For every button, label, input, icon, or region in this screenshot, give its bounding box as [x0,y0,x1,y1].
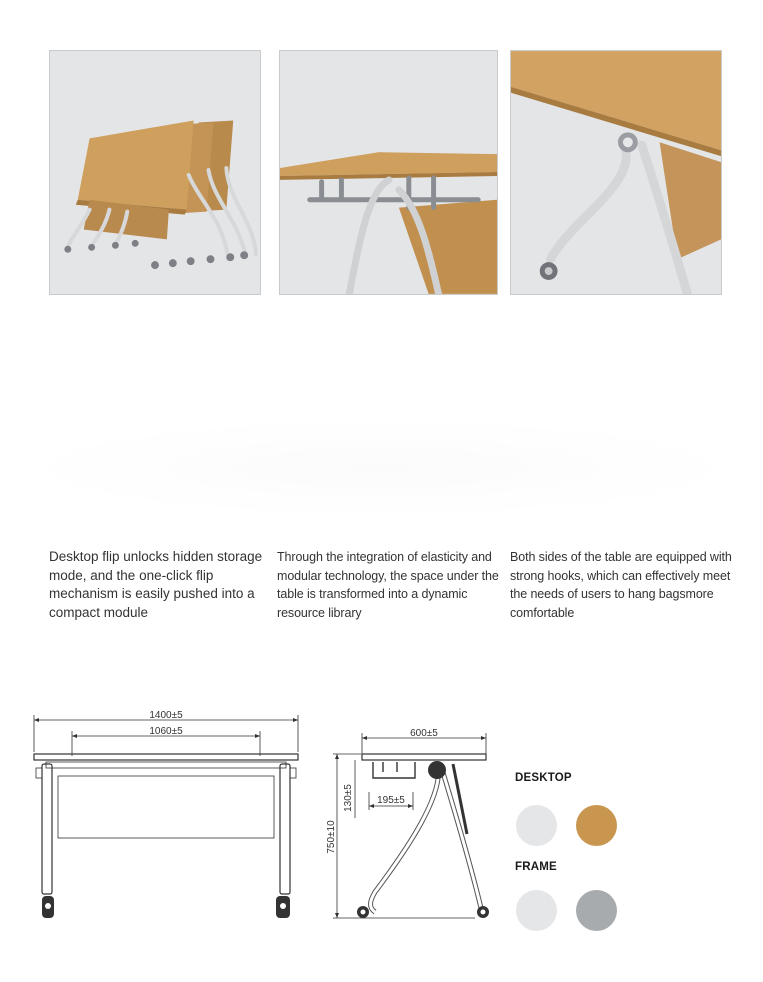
desktop-color-swatch-white[interactable] [516,805,557,846]
inner-width-label: 1060±5 [149,726,183,737]
caption-modular-space: Through the integration of elasticity and modular technology, the space under the table is transformed into a dynamic resource library [277,550,499,620]
frame-color-swatch-grey[interactable] [576,890,617,931]
hook-width-label: 195±5 [377,795,405,806]
overall-width-label: 1400±5 [149,710,183,721]
caption-flip-storage: Desktop flip unlocks hidden storage mode, and the one-click flip mechanism is easily pushed into a compact module [49,549,263,620]
front-view-drawing [28,700,310,928]
height-label: 750±10 [326,820,337,854]
under-height-label: 130±5 [343,784,354,812]
caption-side-hooks: Both sides of the table are equipped with strong hooks, which can effectively meet the needs of users to hang bagsmore comfortable [510,550,732,620]
desktop-color-title: DESKTOP [515,772,572,784]
background-haze [14,418,749,518]
flip-hinge-photo [510,50,722,295]
under-desk-hook-image [280,51,497,294]
folded-tables-photo [49,50,261,295]
depth-label: 600±5 [410,728,438,739]
side-view-drawing [325,722,505,928]
frame-color-title: FRAME [515,861,557,873]
desktop-color-swatch-wood[interactable] [576,805,617,846]
under-desk-hook-photo [279,50,498,295]
frame-color-swatch-white[interactable] [516,890,557,931]
folded-tables-image [50,51,260,294]
flip-hinge-image [511,51,721,294]
